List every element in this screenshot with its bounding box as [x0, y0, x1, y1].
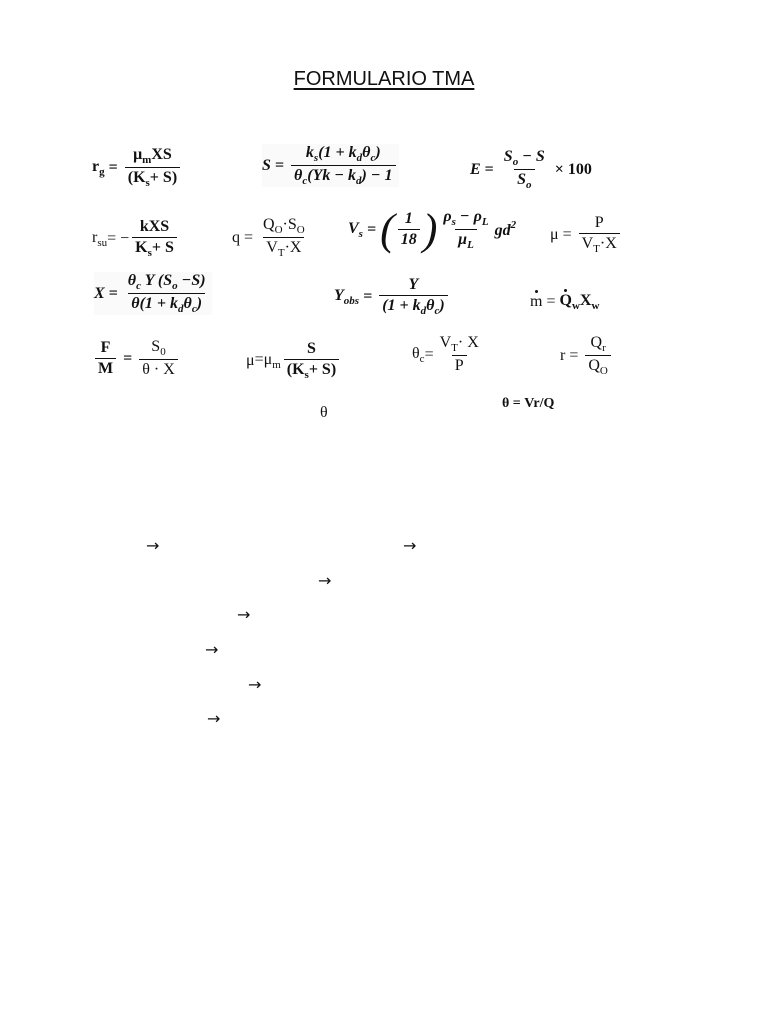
document-title-text: FORMULARIO TMA	[293, 68, 475, 90]
formula-mu-p: μ = $\frac{P}{V_T\cdot X}$	[550, 214, 623, 255]
formula-recycle-ratio: r = $\frac{Q_r}{Q_O}$	[560, 334, 614, 377]
formula-theta-c: $\theta_c$ = $\frac{V_T\cdot X}{P}$	[412, 334, 479, 374]
arrow-icon: →	[237, 605, 251, 624]
arrow-icon: →	[248, 675, 262, 694]
formula-biomass-x: X = $\frac{\theta_c Y (S_o -S)}{\theta(1 + k_d\theta_c)}$	[94, 272, 212, 315]
theta-hrt-text: θ = Vr/Q	[502, 396, 555, 411]
formula-rsu: $r_{su}$ = − $\frac{\text{kXS}}{K_s+ S}$	[92, 218, 180, 259]
formula-theta-hrt	[502, 396, 554, 412]
formula-mu-monod: μ $=\mu_m$ $\frac{S}{(K_s+ S)}$	[246, 340, 342, 381]
theta-symbol-text: θ	[320, 404, 328, 421]
arrow-icon: →	[205, 640, 219, 659]
formula-rg: $r_g$ = $\frac{\mu_mXS}{(K_s+ S)}$	[92, 146, 183, 189]
arrow-icon: →	[318, 571, 332, 590]
formula-s-effluent: S = $\frac{k_s(1 + k_d\theta_c)}{\theta_c(Yk - k_d) - 1}$	[262, 144, 399, 187]
formula-f-m: $\frac{F}{M}$ = $\frac{S_0}{\theta \cdot X}$	[92, 338, 181, 379]
formula-yobs: $Y_{obs}$ = $\frac{Y}{(1 + k_d\theta_c)}$	[334, 276, 451, 317]
formula-q: q = $\frac{Q_O\cdot S_O}{V_T\cdot X}$	[232, 216, 305, 259]
arrow-icon: →	[207, 709, 221, 728]
theta-symbol	[320, 404, 328, 422]
arrow-icon: →	[403, 536, 417, 555]
document-title	[0, 68, 768, 91]
arrow-icon: →	[146, 536, 160, 555]
formula-efficiency: E = $\frac{S_o - S}{S_o}$ × 100	[470, 148, 592, 191]
formula-settling-velocity: $V_s$ = ( $\frac{1}{18}$ ) $\frac{\rho_s - \rho_L}{\mu_L}$ $gd^2$	[348, 204, 517, 254]
formula-mass-flow: m = $Q_wX_w$	[530, 292, 600, 312]
